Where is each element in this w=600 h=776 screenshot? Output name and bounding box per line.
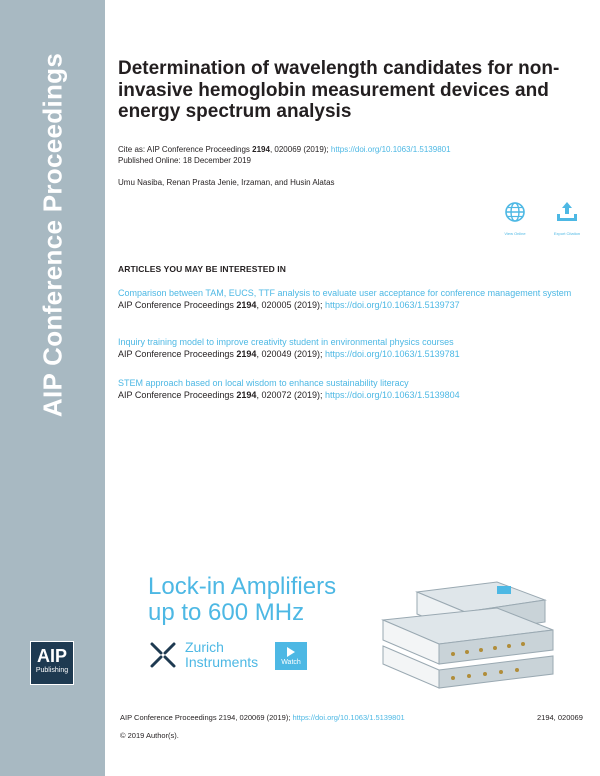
citation-line [118,145,451,155]
export-citation-label: Export Citation [553,231,581,236]
doi-link[interactable]: https://doi.org/10.1063/1.5139737 [325,300,460,310]
related-article-title-link[interactable]: Inquiry training model to improve creativity student in environmental physics courses [118,337,454,347]
view-online-label: View Online [504,231,526,236]
export-citation-button[interactable] [550,200,584,236]
view-online-button[interactable] [498,200,532,236]
journal: AIP Conference Proceedings [118,300,237,310]
export-icon [554,200,580,224]
footer-citation-text: AIP Conference Proceedings 2194, 020069 (2019); [120,713,293,722]
brand-line-2: Instruments [185,654,259,670]
related-articles-heading: ARTICLES YOU MAY BE INTERESTED IN [118,264,286,274]
watch-label: Watch [281,659,301,666]
related-article-citation [118,349,578,360]
volume: 2194 [236,300,257,310]
journal: AIP Conference Proceedings [118,390,237,400]
related-article [118,288,578,311]
sidebar [0,0,105,776]
footer-page-id: 2194, 020069 [537,713,583,722]
pages: , 020005 (2019); [256,300,325,310]
zurich-instruments-brand [185,640,258,670]
doi-link[interactable]: https://doi.org/10.1063/1.5139781 [325,349,460,359]
volume: 2194 [236,390,257,400]
related-article [118,378,578,401]
pages: , 020072 (2019); [256,390,325,400]
cite-volume: 2194 [252,145,270,154]
play-icon [287,647,295,657]
pages: , 020049 (2019); [256,349,325,359]
paper-title: Determination of wavelength candidates for non-invasive hemoglobin measurement devices and energy spectrum analysis [118,58,560,122]
ad-line-2: up to 600 MHz [148,599,305,626]
related-article [118,337,578,360]
logo-subtext: Publishing [35,667,69,674]
zurich-instruments-logo-icon [148,640,178,670]
ad-line-1: Lock-in Amplifiers [148,573,337,600]
lock-in-amplifier-devices-image [377,572,557,690]
related-article-citation [118,390,578,401]
authors: Umu Nasiba, Renan Prasta Jenie, Irzaman, and Husin Alatas [118,178,335,187]
logo-text: AIP [36,646,67,666]
copyright: © 2019 Author(s). [120,731,179,740]
cite-rest: , 020069 (2019); [269,145,331,154]
footer-doi-link[interactable]: https://doi.org/10.1063/1.5139801 [292,713,405,722]
volume: 2194 [236,349,257,359]
published-date: Published Online: 18 December 2019 [118,156,251,165]
watch-button[interactable] [275,642,307,670]
ad-headline [148,574,336,626]
globe-icon [503,200,527,224]
brand-line-1: Zurich [185,639,224,655]
footer-citation [120,713,405,722]
journal-title-vertical: AIP Conference Proceedings [37,52,67,418]
related-article-title-link[interactable]: Comparison between TAM, EUCS, TTF analysis to evaluate user acceptance for conference management system [118,288,572,298]
doi-link[interactable]: https://doi.org/10.1063/1.5139804 [325,390,460,400]
aip-publishing-logo[interactable] [30,641,74,685]
cite-doi-link[interactable]: https://doi.org/10.1063/1.5139801 [330,145,451,154]
cite-prefix: Cite as: AIP Conference Proceedings [118,145,253,154]
related-article-citation [118,300,578,311]
journal: AIP Conference Proceedings [118,349,237,359]
related-article-title-link[interactable]: STEM approach based on local wisdom to enhance sustainability literacy [118,378,409,388]
advertisement-banner[interactable] [105,560,600,690]
